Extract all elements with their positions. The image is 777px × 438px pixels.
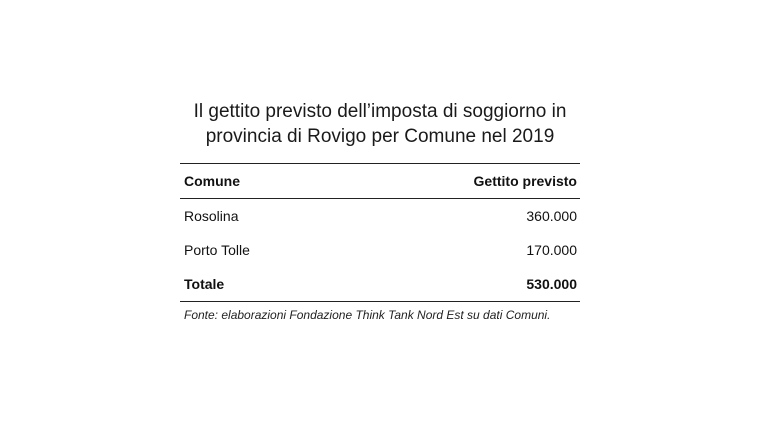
table-row: [180, 233, 580, 267]
table-title-line-1: Il gettito previsto dell’imposta di soggiorno in: [193, 101, 567, 122]
cell-comune: Rosolina: [184, 208, 239, 224]
header-gettito-previsto: Gettito previsto: [473, 173, 577, 189]
table-total-row: [180, 267, 580, 301]
source-note: Fonte: elaborazioni Fondazione Think Tank Nord Est su dati Comuni.: [184, 308, 551, 322]
revenue-table: [180, 163, 580, 302]
header-comune: Comune: [184, 173, 240, 189]
table-header-row: [180, 164, 580, 199]
table-row: [180, 199, 580, 233]
table-title: [180, 99, 580, 149]
cell-comune: Porto Tolle: [184, 242, 250, 258]
cell-gettito: 360.000: [526, 208, 577, 224]
table-title-line-2: provincia di Rovigo per Comune nel 2019: [205, 126, 555, 147]
total-value: 530.000: [526, 276, 577, 292]
total-label: Totale: [184, 276, 225, 292]
cell-gettito: 170.000: [526, 242, 577, 258]
